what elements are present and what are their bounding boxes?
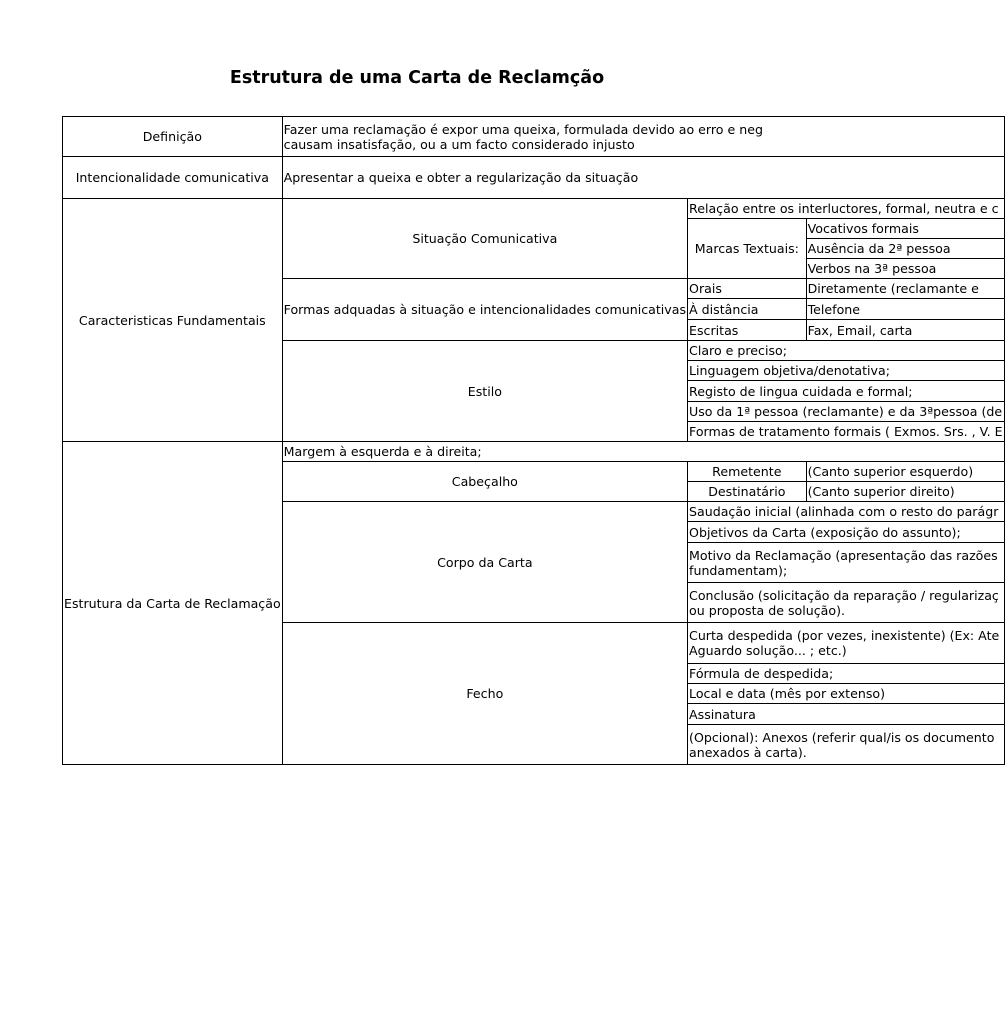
definicao-line-1: Fazer uma reclamação é expor uma queixa, formulada devido ao erro e neg: [283, 121, 763, 137]
cabecalho-posicao: (Canto superior esquerdo): [806, 462, 1004, 482]
marca-item: Vocativos formais: [806, 219, 1004, 239]
estilo-item: Uso da 1ª pessoa (reclamante) e da 3ªpessoa (de: [688, 402, 1005, 422]
fecho-item-line-1: (Opcional): Anexos (referir qual/is os documento: [689, 729, 995, 745]
caracteristicas-label: Caracteristicas Fundamentais: [63, 199, 283, 442]
forma-meio: Fax, Email, carta: [806, 320, 1004, 341]
table-row: [63, 442, 1005, 462]
corpo-item: Objetivos da Carta (exposição do assunto);: [688, 522, 1005, 543]
fecho-item-line-1: Curta despedida (por vezes, inexistente) (Ex: Ate: [689, 628, 1000, 643]
corpo-label: Corpo da Carta: [282, 502, 687, 623]
estrutura-label: Estrutura da Carta de Reclamação: [63, 442, 283, 765]
cabecalho-posicao: (Canto superior direito): [806, 482, 1004, 502]
corpo-item-line-2: ou proposta de solução).: [689, 602, 845, 618]
page-title: Estrutura de uma Carta de Reclamção: [229, 68, 605, 88]
corpo-item-line-1: Motivo da Reclamação (apresentação das razões: [689, 547, 998, 563]
corpo-item: [688, 543, 1005, 583]
structure-table: [62, 116, 1005, 765]
marcas-label: Marcas Textuais:: [688, 219, 807, 279]
corpo-item-line-2: fundamentam);: [689, 562, 788, 578]
definicao-line-2: causam insatisfação, ou a um facto considerado injusto: [283, 136, 635, 152]
corpo-item: Saudação inicial (alinhada com o resto do parágr: [688, 502, 1005, 522]
fecho-item-line-2: anexados à carta).: [689, 744, 807, 760]
forma-meio: Telefone: [806, 299, 1004, 320]
situacao-relacao: Relação entre os interluctores, formal, neutra e c: [688, 199, 1005, 219]
fecho-label: Fecho: [282, 623, 687, 765]
forma-tipo: Escritas: [688, 320, 807, 341]
fecho-item: Assinatura: [688, 704, 1005, 725]
situacao-label: Situação Comunicativa: [282, 199, 687, 279]
corpo-item: [688, 583, 1005, 623]
cabecalho-campo: Remetente: [688, 462, 807, 482]
definicao-text: [282, 117, 1004, 157]
intencionalidade-text: Apresentar a queixa e obter a regularização da situação: [282, 157, 1004, 199]
table-row: [63, 199, 1005, 219]
estrutura-margem: Margem à esquerda e à direita;: [282, 442, 1004, 462]
estilo-item: Claro e preciso;: [688, 341, 1005, 361]
estilo-item: Registo de lingua cuidada e formal;: [688, 381, 1005, 402]
table-viewport: [62, 116, 1003, 768]
formas-label: Formas adquadas à situação e intencionalidades comunicativas: [282, 279, 687, 341]
forma-tipo: À distância: [688, 299, 807, 320]
fecho-item: [688, 623, 1005, 664]
marca-item: Ausência da 2ª pessoa: [806, 239, 1004, 259]
fecho-item: Local e data (mês por extenso): [688, 684, 1005, 704]
definicao-label: Definição: [63, 117, 283, 157]
fecho-item: Fórmula de despedida;: [688, 664, 1005, 684]
table-row: [63, 157, 1005, 199]
intencionalidade-label: Intencionalidade comunicativa: [63, 157, 283, 199]
table-row: [63, 117, 1005, 157]
marca-item: Verbos na 3ª pessoa: [806, 259, 1004, 279]
forma-meio: Diretamente (reclamante e: [806, 279, 1004, 299]
cabecalho-label: Cabeçalho: [282, 462, 687, 502]
cabecalho-campo: Destinatário: [688, 482, 807, 502]
fecho-item: [688, 725, 1005, 765]
estilo-label: Estilo: [282, 341, 687, 442]
corpo-item-line-1: Conclusão (solicitação da reparação / regularizaç: [689, 587, 999, 603]
forma-tipo: Orais: [688, 279, 807, 299]
estilo-item: Linguagem objetiva/denotativa;: [688, 361, 1005, 381]
estilo-item: Formas de tratamento formais ( Exmos. Srs. , V. E: [688, 422, 1005, 442]
fecho-item-line-2: Aguardo solução... ; etc.): [689, 643, 847, 658]
